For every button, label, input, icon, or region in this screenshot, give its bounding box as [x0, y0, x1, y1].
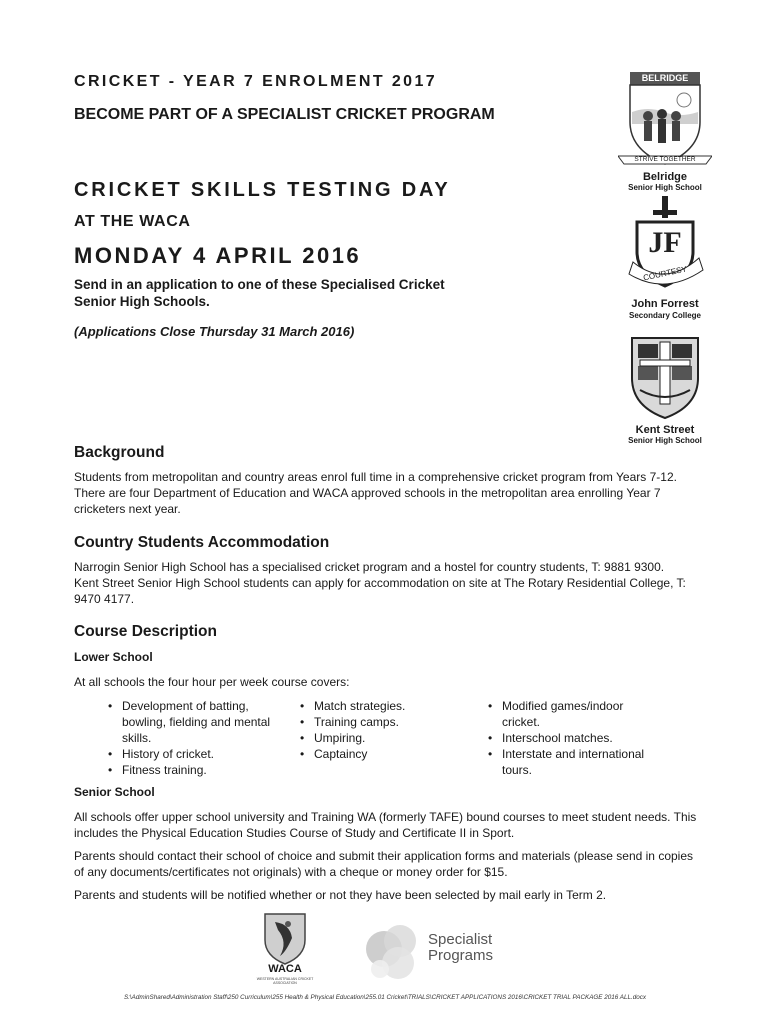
kent-street-type: Senior High School [628, 436, 702, 445]
waca-logo [250, 912, 320, 988]
list-item: • Fitness training. [104, 762, 284, 778]
list-item: • Interstate and international tours. [484, 746, 664, 778]
kent-street-crest [628, 334, 702, 420]
list-item: • Modified games/indoor cricket. [484, 698, 664, 730]
background-text: Students from metropolitan and country areas enrol full time in a comprehensive cricket program from Years 7-12. There are four Department of Education and WACA approved schools in the metropolitan area enrolling Year 7 cricketers next year. [74, 470, 677, 516]
belridge-crest [618, 72, 712, 172]
kent-street-name: Kent Street [635, 424, 695, 436]
list-item: • Interschool matches. [484, 730, 664, 746]
background-heading: Background [74, 444, 165, 461]
specialist-programs-logo [360, 915, 520, 985]
list-item: • Umpiring. [296, 730, 466, 746]
list-item: • Captaincy [296, 746, 466, 762]
waca-label: WACA [268, 963, 302, 975]
list-item: • History of cricket. [104, 746, 284, 762]
document-title: CRICKET - YEAR 7 ENROLMENT 2017 [74, 73, 438, 90]
programs-line-1: Specialist [428, 931, 493, 948]
senior-school-paragraph-1: All schools offer upper school university and Training WA (formerly TAFE) bound courses to meet student needs. This includes the Physical Education Studies Course of Study and Certificate II in Sport. [74, 810, 697, 840]
john-forrest-motto: COURTESY [642, 264, 688, 283]
senior-school-paragraph-2: Parents should contact their school of choice and submit their application forms and materials (please send in copies of any documents/certificates not originals) with a cheque or money order for $15. [74, 849, 694, 879]
programs-line-2: Programs [428, 947, 494, 964]
program-subtitle: BECOME PART OF A SPECIALIST CRICKET PROGRAM [74, 106, 495, 123]
john-forrest-type: Secondary College [628, 311, 702, 320]
senior-school-heading: Senior School [74, 785, 155, 799]
john-forrest-crest [623, 196, 707, 294]
course-list-3 [484, 698, 664, 778]
belridge-type: Senior High School [628, 183, 702, 192]
course-heading: Course Description [74, 623, 217, 640]
lower-school-heading: Lower School [74, 650, 153, 664]
waca-sub: WESTERN AUSTRALIAN CRICKET ASSOCIATION [256, 977, 314, 985]
john-forrest-name: John Forrest [631, 298, 699, 310]
course-list-1 [104, 698, 284, 778]
file-path-footer: S:\AdminShared\Administration Staff\250 Curriculum\255 Health & Physical Education\255.01 Cricket\TRIALS\CRICKET APPLICATIONS 2016\CRICKET TRIAL PACKAGE 2016 ALL.docx [123, 994, 647, 1001]
lower-school-intro: At all schools the four hour per week course covers: [74, 675, 350, 689]
accommodation-text [74, 559, 694, 607]
event-title: CRICKET SKILLS TESTING DAY [74, 179, 451, 201]
belridge-name: Belridge [642, 171, 687, 183]
list-item: • Training camps. [296, 714, 466, 730]
venue: AT THE WACA [74, 213, 191, 230]
accommodation-narrogin: Narrogin Senior High School has a specialised cricket program and a hostel for country students, T: 9881 9300. [74, 560, 665, 574]
belridge-motto: STRIVE TOGETHER [634, 156, 696, 163]
john-forrest-crest-text: JF [648, 226, 682, 259]
belridge-crest-text: BELRIDGE [641, 73, 689, 83]
application-deadline: (Applications Close Thursday 31 March 2016) [74, 324, 355, 339]
event-date: MONDAY 4 APRIL 2016 [74, 243, 362, 268]
senior-school-paragraph-3: Parents and students will be notified whether or not they have been selected by mail early in Term 2. [74, 888, 607, 902]
list-item: • Development of batting, bowling, fielding and mental skills. [104, 698, 284, 746]
course-list-2 [296, 698, 466, 762]
accommodation-heading: Country Students Accommodation [74, 534, 330, 551]
list-item: • Match strategies. [296, 698, 466, 714]
school-crests [610, 70, 720, 445]
accommodation-kent-street: Kent Street Senior High School students can apply for accommodation on site at The Rotary Residential College, T: 9470 4177. [74, 576, 686, 606]
application-instruction: Send in an application to one of these Specialised Cricket Senior High Schools. [74, 277, 445, 309]
